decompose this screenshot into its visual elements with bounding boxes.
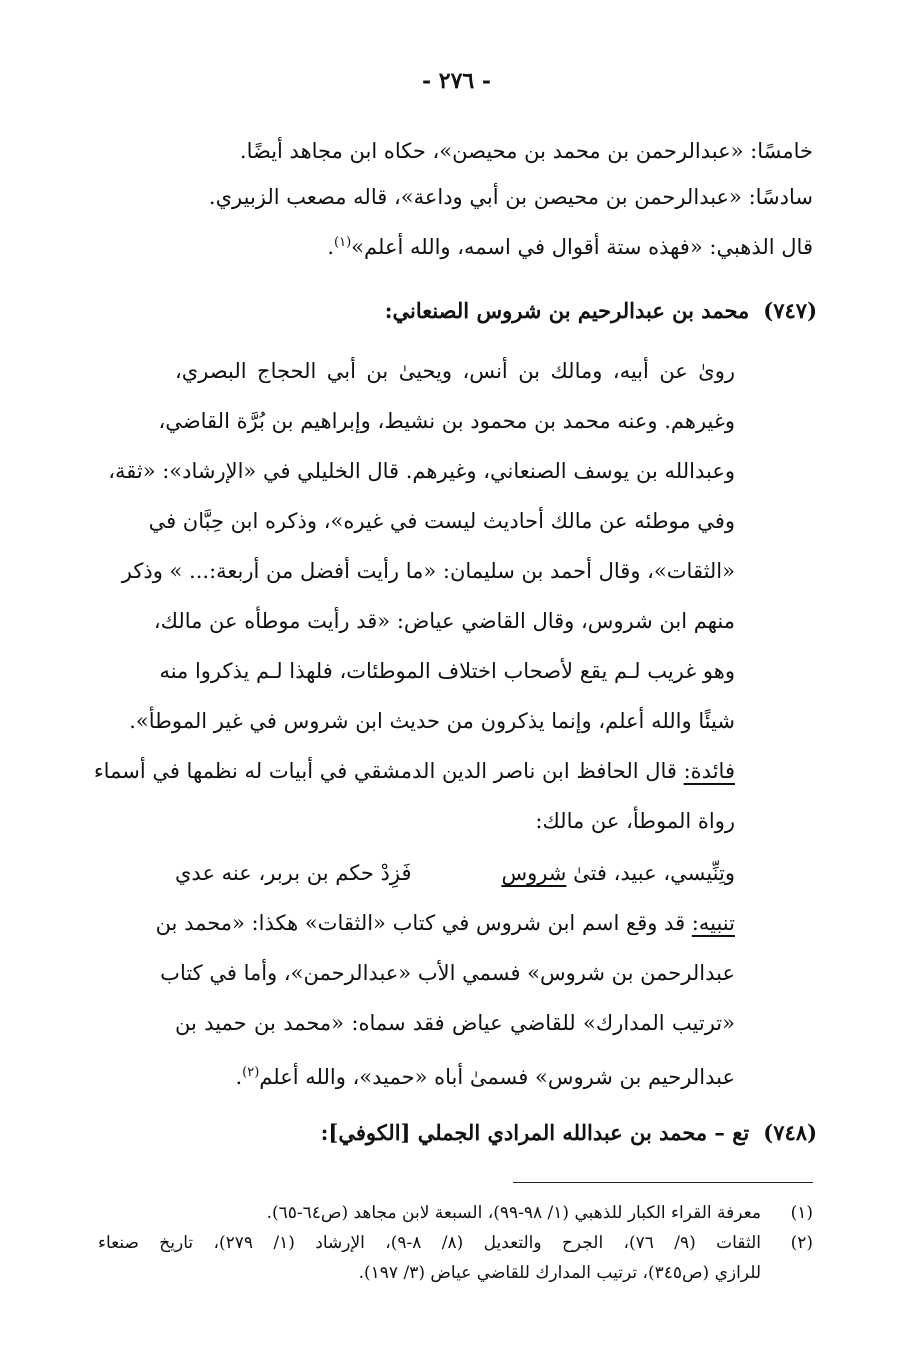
period: .: [235, 1065, 243, 1089]
tanbih-note: [155, 898, 735, 1098]
entry-heading-747: [117, 298, 817, 323]
quote-text: قال الذهبي: «فهذه ستة أقوال في اسمه، والله أعلم»: [351, 235, 813, 259]
text-line: رواة الموطأ، عن مالك:: [535, 809, 735, 833]
text-line: خامسًا: «عبدالرحمن بن محمد بن محيصن»، حكاه ابن مجاهد أيضًا.: [239, 139, 813, 163]
fa2ida-note: [93, 746, 735, 846]
text-line: منهم ابن شروس، وقال القاضي عياض: «قد رأيت موطأه عن مالك،: [153, 609, 735, 633]
footnote-text: [98, 1228, 761, 1288]
text-line: [175, 1048, 735, 1098]
previous-entry-continuation: [173, 128, 813, 266]
entry-number: (٧٤٧): [763, 298, 817, 323]
footnote-line: للرازي (ص٣٤٥)، ترتيب المدارك للقاضي عياض (٣/ ١٩٧).: [358, 1263, 761, 1283]
text-line: [173, 220, 813, 266]
text-line: روىٰ عن أبيه، ومالك بن أنس، ويحيىٰ بن أبي الحجاج البصري،: [175, 359, 735, 383]
footnotes: [98, 1198, 813, 1288]
footnote-line: معرفة القراء الكبار للذهبي (١/ ٩٨-٩٩)، السبعة لابن مجاهد (ص٦٤-٦٥).: [266, 1203, 761, 1223]
text-line: وغيرهم. وعنه محمد بن محمود بن نشيط، وإبراهيم بن بُرَّة القاضي،: [158, 409, 735, 433]
fa2ida-label: فائدة:: [683, 759, 735, 783]
entry-heading-748: [117, 1120, 817, 1145]
footnote-number: (١): [790, 1203, 813, 1223]
period: .: [327, 235, 335, 259]
poem-verse: [175, 848, 735, 898]
footnote-marker: (١): [334, 235, 352, 250]
footnote-line: الثقات (٩/ ٧٦)، الجرح والتعديل (٨/ ٨-٩)، الإرشاد (١/ ٢٧٩)، تاريخ صنعاء: [98, 1233, 761, 1253]
footnote-1: [98, 1198, 813, 1228]
text-line: وعبدالله بن يوسف الصنعاني، وغيرهم. قال الخليلي في «الإرشاد»: «ثقة،: [108, 459, 735, 483]
tanbih-text: قد وقع اسم ابن شروس في كتاب «الثقات» هكذا: «محمد بن: [155, 911, 692, 935]
verse-first-hemistich: [501, 848, 735, 898]
text-line: شيئًا والله أعلم، وإنما يذكرون من حديث ابن شروس في غير الموطأ».: [129, 709, 735, 733]
footnote-marker: (٢): [242, 1065, 260, 1080]
text-line: وفي موطئه عن مالك أحاديث ليست في غيره»، وذكره ابن حِبَّان في: [148, 509, 735, 533]
text-line: عبدالرحمن بن شروس» فسمي الأب «عبدالرحمن»، وأما في كتاب: [160, 961, 735, 985]
footnote-separator: [513, 1182, 813, 1183]
tanbih-last-text: عبدالرحيم بن شروس» فسمىٰ أباه «حميد»، والله أعلم: [259, 1065, 735, 1089]
text-line: وهو غريب لـم يقع لأصحاب اختلاف الموطئات، فلهذا لـم يذكروا منه: [159, 659, 735, 683]
text-line: سادسًا: «عبدالرحمن بن محيصن بن أبي وداعة»، قاله مصعب الزبيري.: [208, 185, 813, 209]
fa2ida-text: قال الحافظ ابن ناصر الدين الدمشقي في أبيات له نظمها في أسماء: [93, 759, 684, 783]
entry-747-body: [108, 346, 735, 746]
text-line: [93, 746, 735, 796]
text-line: [155, 898, 735, 948]
tanbih-label: تنبيه:: [691, 911, 735, 935]
entry-title: محمد بن عبدالرحيم بن شروس الصنعاني:: [384, 298, 750, 323]
text-line: «الثقات»، وقال أحمد بن سليمان: «ما رأيت أفضل من أربعة:... » وذكر: [121, 559, 735, 583]
verse-second-hemistich: فَزِدْ حكم بن بربر، عنه عدي: [175, 861, 412, 885]
entry-number: (٧٤٨): [763, 1120, 817, 1145]
verse-underlined-word: شروس: [501, 861, 567, 885]
text-line: «ترتيب المدارك» للقاضي عياض فقد سماه: «محمد بن حميد بن: [175, 1011, 735, 1035]
entry-title: تع – محمد بن عبدالله المرادي الجملي [الكوفي]:: [320, 1120, 750, 1145]
page-number: - ٢٧٦ -: [421, 68, 492, 94]
footnote-number: (٢): [790, 1233, 813, 1253]
footnote-2: [98, 1228, 813, 1288]
verse-names: وتِنِّيسي، عبيد، فتىٰ: [566, 861, 735, 885]
footnote-text: [98, 1198, 761, 1228]
